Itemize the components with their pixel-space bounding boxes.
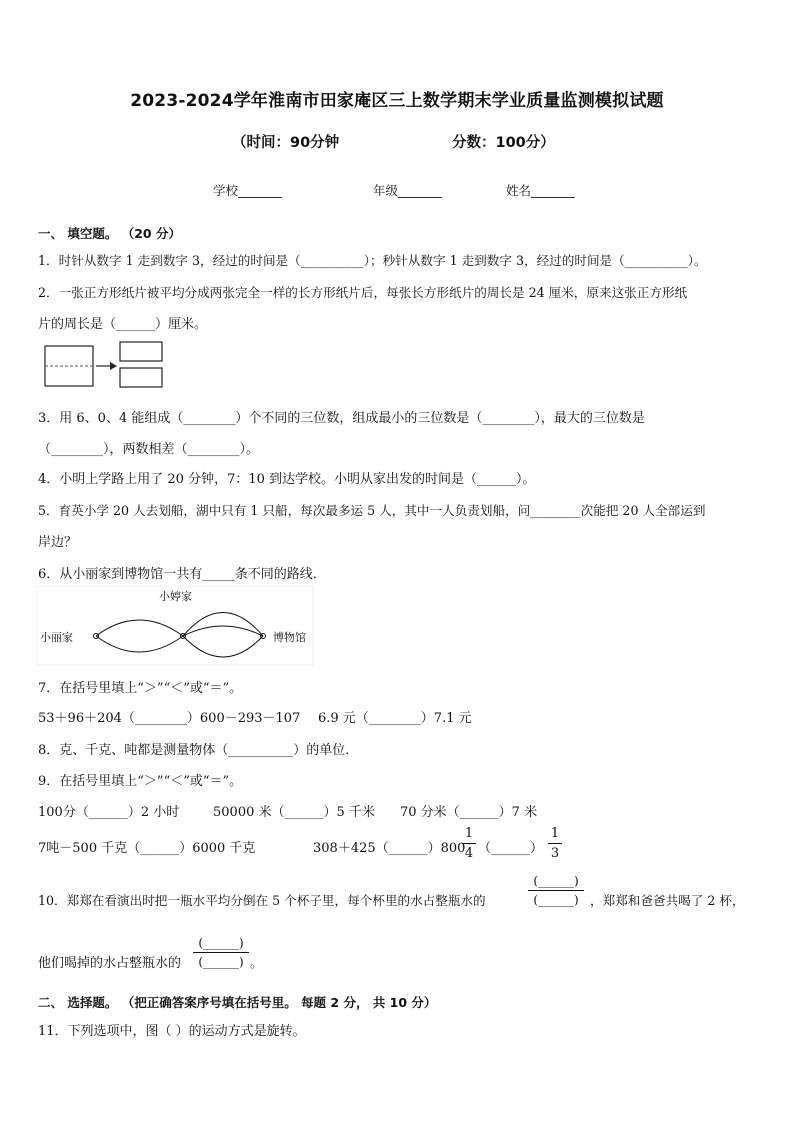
paper-fold-figure	[40, 338, 168, 394]
question-3-line-2: （________），两数相差（________）。	[38, 442, 260, 457]
question-5-line-2: 岸边？	[38, 535, 78, 550]
question-11: 11．下列选项中，图（ ）的运动方式是旋转。	[38, 1024, 306, 1039]
school-field: 学校_______	[213, 183, 282, 198]
question-9-item-5: 308＋425（______）800	[313, 841, 466, 856]
question-5-line-1: 5．育英小学 20 人去划船，湖中只有 1 只船，每次最多运 5 人，其中一人负责划船，问________次能把 20 人全部运到	[38, 503, 706, 518]
exam-time: （时间：90分钟	[232, 135, 340, 151]
question-7-item-a: 53＋96＋204（________）600－293－107	[38, 711, 301, 726]
question-7: 7．在括号里填上“＞”“＜”或“＝”。	[38, 681, 243, 696]
question-2-line-1: 2．一张正方形纸片被平均分成两张完全一样的长方形纸片后，每张长方形纸片的周长是 24 厘米，原来这张正方形纸	[38, 285, 688, 300]
question-9-item-2: 50000 米（______）5 千米	[213, 805, 375, 820]
fraction-numerator: 1	[550, 826, 560, 841]
section-2-heading: 二、 选择题。 （把正确答案序号填在括号里。 每题 2 分， 共 10 分）	[38, 995, 437, 1010]
question-3-line-1: 3．用 6、0、4 能组成（________）个不同的三位数，组成最小的三位数是（________），最大的三位数是	[38, 411, 645, 426]
route-upper-2	[183, 613, 263, 637]
arrow-icon	[110, 362, 117, 370]
question-6: 6．从小丽家到博物馆一共有_____条不同的路线．	[38, 567, 326, 582]
section-1-heading: 一、 填空题。 （20 分）	[38, 226, 181, 241]
name-field: 姓名_______	[506, 183, 575, 198]
question-10-part-c: 他们喝掉的水占整瓶水的	[38, 956, 182, 971]
fraction-denominator: 4	[464, 846, 474, 861]
question-10-fraction-2	[193, 936, 249, 969]
question-2-line-2: 片的周长是（______）厘米。	[38, 317, 208, 332]
question-10-part-a: 10．郑郑在看演出时把一瓶水平均分倒在 5 个杯子里，每个杯里的水占整瓶水的	[38, 893, 486, 908]
route-diagram	[36, 586, 314, 666]
question-10-part-b: ，郑郑和爸爸共喝了 2 杯，	[590, 893, 745, 908]
route-upper-1	[96, 620, 183, 636]
fraction-numerator: (______)	[533, 874, 579, 888]
question-1: 1．时针从数字 1 走到数字 3，经过的时间是（__________）；秒针从数字 1 走到数字 3，经过的时间是（__________）。	[38, 253, 707, 268]
rectangle-piece-top	[120, 342, 162, 361]
question-9: 9．在括号里填上“＞”“＜”或“＝”。	[38, 774, 243, 789]
question-10-part-d: 。	[250, 956, 264, 971]
museum-label: 博物馆	[273, 631, 306, 644]
rectangle-piece-bottom	[120, 368, 162, 387]
question-7-item-b: 6.9 元（________）7.1 元	[318, 711, 472, 726]
grade-field: 年级_______	[373, 183, 442, 198]
route-lower-2	[183, 636, 263, 657]
xiaoting-home-label: 小婷家	[159, 590, 192, 603]
question-9-item-3: 70 分米（______）7 米	[400, 805, 538, 820]
exam-score: 分数：100分）	[452, 135, 555, 151]
question-10-fraction-1	[528, 874, 584, 907]
fraction-numerator: (______)	[198, 936, 244, 950]
question-4: 4．小明上学路上用了 20 分钟，7：10 到达学校。小明从家出发的时间是（______）。	[38, 472, 536, 487]
fraction-one-third	[548, 826, 562, 861]
fraction-denominator: 3	[550, 846, 560, 861]
fraction-numerator: 1	[464, 826, 474, 841]
fraction-denominator: (______)	[198, 955, 244, 969]
question-9-item-1: 100分（______）2 小时	[38, 805, 180, 820]
question-9-item-4: 7吨－500 千克（______）6000 千克	[38, 841, 256, 856]
question-8: 8．克、千克、吨都是测量物体（__________）的单位．	[38, 743, 359, 758]
route-lower-1	[96, 636, 183, 652]
fraction-one-quarter	[462, 826, 476, 861]
fraction-denominator: (______)	[533, 893, 579, 907]
page-title: 2023-2024学年淮南市田家庵区三上数学期末学业质量监测模拟试题	[130, 91, 664, 111]
question-9-item-6-blank: （______）	[478, 841, 544, 856]
route-middle-2	[183, 626, 263, 636]
xiaoli-home-label: 小丽家	[40, 631, 73, 644]
